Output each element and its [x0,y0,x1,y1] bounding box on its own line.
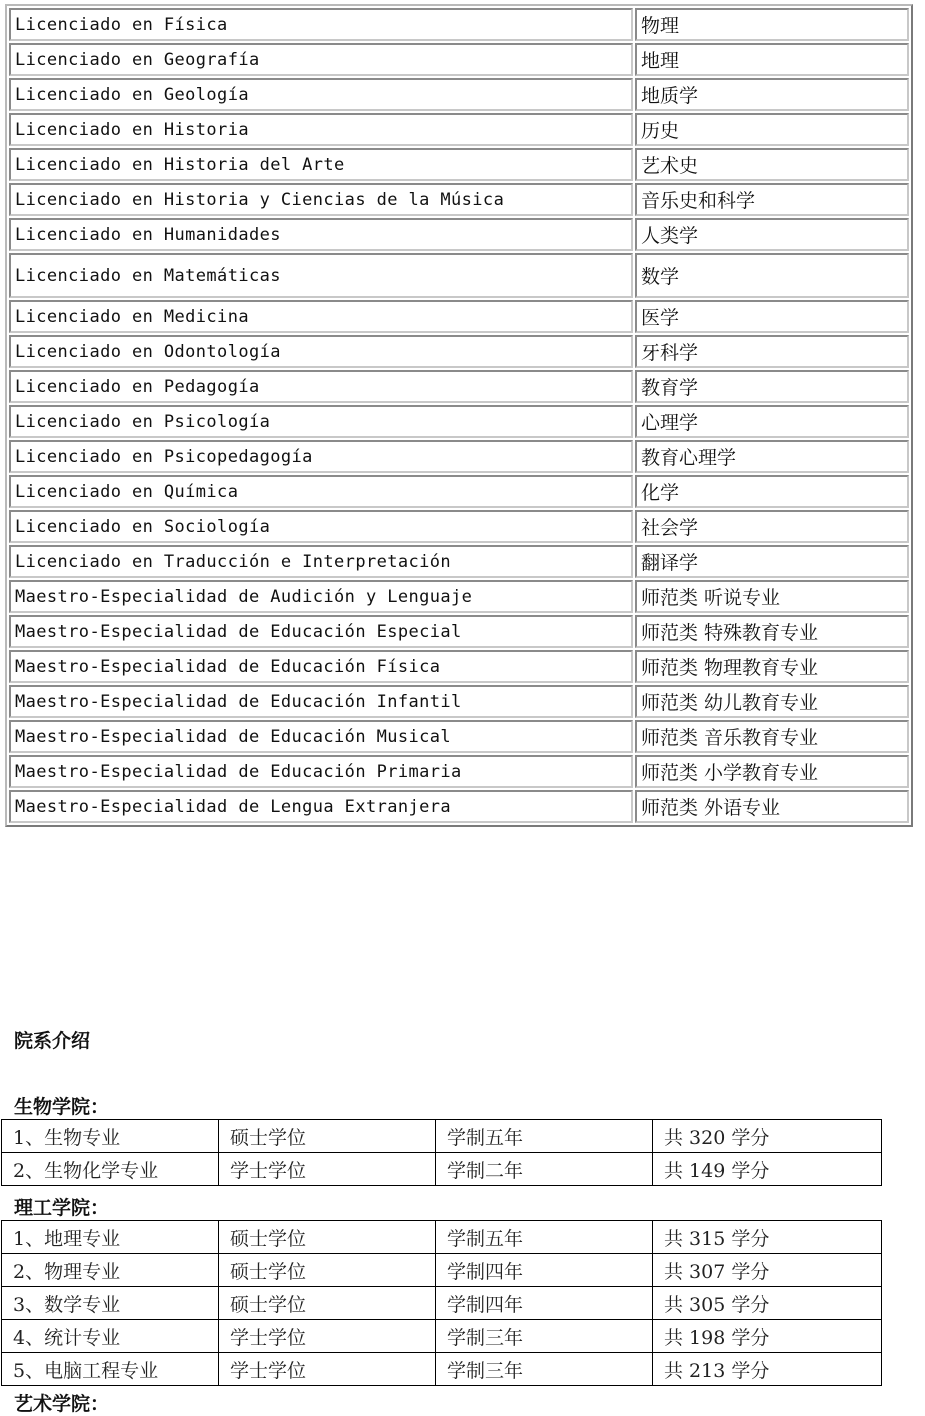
degree-chinese-name: 牙科学 [635,335,909,368]
program-row [2,1153,882,1186]
program-credits: 共 315 学分 [653,1221,882,1254]
program-row [2,1353,882,1386]
program-name: 5、电脑工程专业 [2,1353,219,1386]
program-degree: 学士学位 [219,1320,436,1353]
program-duration: 学制三年 [436,1320,653,1353]
degree-chinese-name: 地理 [635,43,909,76]
program-name: 4、统计专业 [2,1320,219,1353]
degree-row [9,545,909,578]
degree-chinese-name: 教育学 [635,370,909,403]
degree-chinese-name: 教育心理学 [635,440,909,473]
degree-spanish-name: Maestro-Especialidad de Audición y Lenguaje [9,580,633,613]
degree-table-body [9,8,909,823]
program-row [2,1320,882,1353]
program-credits: 共 198 学分 [653,1320,882,1353]
degree-spanish-name: Licenciado en Psicopedagogía [9,440,633,473]
degree-row [9,148,909,181]
degree-spanish-name: Licenciado en Geografía [9,43,633,76]
program-degree: 学士学位 [219,1353,436,1386]
program-name: 2、生物化学专业 [2,1153,219,1186]
degree-row [9,78,909,111]
degree-spanish-name: Maestro-Especialidad de Educación Primaria [9,755,633,788]
degree-chinese-name: 师范类 物理教育专业 [635,650,909,683]
program-duration: 学制三年 [436,1353,653,1386]
degree-row [9,370,909,403]
degree-spanish-name: Maestro-Especialidad de Educación Musical [9,720,633,753]
degree-spanish-name: Licenciado en Física [9,8,633,41]
degree-spanish-name: Licenciado en Historia y Ciencias de la Música [9,183,633,216]
college-title: 理工学院： [14,1197,110,1219]
college-program-table [1,1220,882,1386]
program-degree: 学士学位 [219,1153,436,1186]
program-row [2,1120,882,1153]
college-title: 艺术学院： [14,1393,110,1415]
degree-chinese-name: 地质学 [635,78,909,111]
program-credits: 共 213 学分 [653,1353,882,1386]
degree-row [9,43,909,76]
degree-chinese-name: 历史 [635,113,909,146]
program-degree: 硕士学位 [219,1254,436,1287]
degree-row [9,475,909,508]
degree-chinese-name: 师范类 幼儿教育专业 [635,685,909,718]
degree-chinese-name: 数学 [635,253,909,298]
degree-row [9,510,909,543]
college-title: 生物学院： [14,1096,110,1118]
program-degree: 硕士学位 [219,1287,436,1320]
section-title: 院系介绍 [14,1030,91,1052]
program-duration: 学制五年 [436,1120,653,1153]
degree-row [9,218,909,251]
degree-chinese-name: 心理学 [635,405,909,438]
degree-chinese-name: 师范类 外语专业 [635,790,909,823]
degree-spanish-name: Licenciado en Química [9,475,633,508]
degree-row [9,183,909,216]
program-row [2,1287,882,1320]
program-duration: 学制四年 [436,1254,653,1287]
program-row [2,1221,882,1254]
program-credits: 共 149 学分 [653,1153,882,1186]
degree-spanish-name: Maestro-Especialidad de Educación Física [9,650,633,683]
degree-spanish-name: Maestro-Especialidad de Educación Especial [9,615,633,648]
degree-row [9,755,909,788]
program-credits: 共 320 学分 [653,1120,882,1153]
degree-spanish-name: Licenciado en Pedagogía [9,370,633,403]
degree-chinese-name: 化学 [635,475,909,508]
degree-row [9,615,909,648]
program-name: 1、地理专业 [2,1221,219,1254]
degree-chinese-name: 师范类 特殊教育专业 [635,615,909,648]
program-duration: 学制四年 [436,1287,653,1320]
degree-spanish-name: Licenciado en Odontología [9,335,633,368]
degree-chinese-name: 音乐史和科学 [635,183,909,216]
degree-chinese-name: 物理 [635,8,909,41]
degree-chinese-name: 师范类 音乐教育专业 [635,720,909,753]
degree-spanish-name: Maestro-Especialidad de Educación Infantil [9,685,633,718]
degree-row [9,300,909,333]
program-credits: 共 305 学分 [653,1287,882,1320]
degree-row [9,253,909,298]
degree-spanish-name: Licenciado en Psicología [9,405,633,438]
degree-row [9,580,909,613]
degree-spanish-name: Licenciado en Geología [9,78,633,111]
degree-row [9,685,909,718]
degree-chinese-name: 艺术史 [635,148,909,181]
degree-spanish-name: Licenciado en Medicina [9,300,633,333]
degree-row [9,113,909,146]
program-row [2,1254,882,1287]
program-degree: 硕士学位 [219,1120,436,1153]
degree-row [9,440,909,473]
degree-spanish-name: Licenciado en Matemáticas [9,253,633,298]
program-name: 1、生物专业 [2,1120,219,1153]
degree-row [9,405,909,438]
degree-chinese-name: 师范类 小学教育专业 [635,755,909,788]
degree-spanish-name: Licenciado en Humanidades [9,218,633,251]
degree-chinese-name: 人类学 [635,218,909,251]
program-name: 2、物理专业 [2,1254,219,1287]
program-name: 3、数学专业 [2,1287,219,1320]
degree-table [5,4,913,827]
degree-row [9,790,909,823]
degree-spanish-name: Licenciado en Historia del Arte [9,148,633,181]
degree-spanish-name: Licenciado en Historia [9,113,633,146]
degree-row [9,720,909,753]
degree-spanish-name: Maestro-Especialidad de Lengua Extranjera [9,790,633,823]
college-program-table [1,1119,882,1186]
degree-chinese-name: 社会学 [635,510,909,543]
degree-spanish-name: Licenciado en Traducción e Interpretación [9,545,633,578]
degree-row [9,335,909,368]
degree-chinese-name: 翻译学 [635,545,909,578]
program-degree: 硕士学位 [219,1221,436,1254]
degree-spanish-name: Licenciado en Sociología [9,510,633,543]
program-duration: 学制五年 [436,1221,653,1254]
program-duration: 学制二年 [436,1153,653,1186]
degree-chinese-name: 医学 [635,300,909,333]
program-credits: 共 307 学分 [653,1254,882,1287]
degree-row [9,8,909,41]
degree-chinese-name: 师范类 听说专业 [635,580,909,613]
degree-row [9,650,909,683]
